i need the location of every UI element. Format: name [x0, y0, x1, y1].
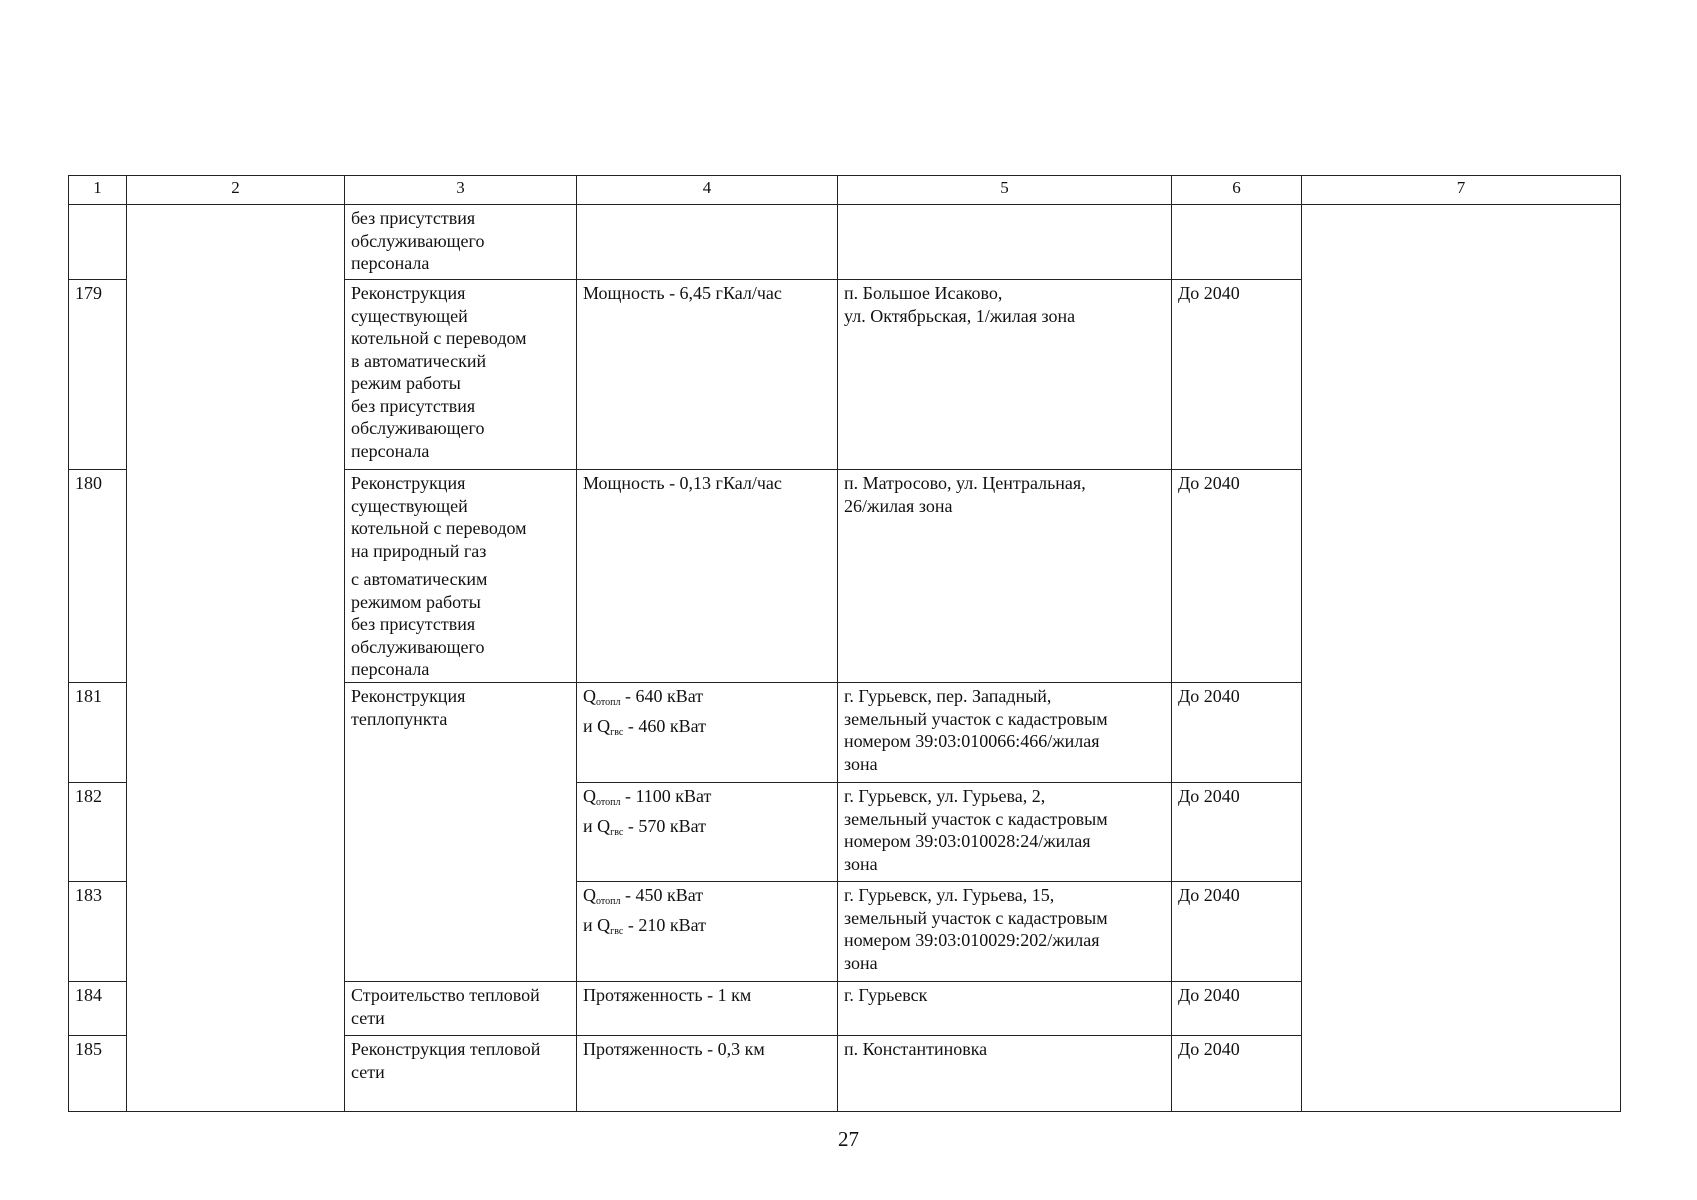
location-cell: г. Гурьевск, пер. Западный, земельный участок с кадастровым номером 39:03:010066:466/жилая зона — [838, 683, 1172, 783]
location-cell: п. Константиновка — [838, 1036, 1172, 1112]
capacity-cell — [577, 205, 838, 280]
capacity-cell: Протяженность - 1 км — [577, 982, 838, 1036]
deadline-cell: До 2040 — [1172, 882, 1302, 982]
capacity-cell: $Q_{отопл} - 450$ кВат и $Q_{гвс} - 210$ кВат — [577, 882, 838, 982]
capacity-cell: Протяженность - 0,3 км — [577, 1036, 838, 1112]
page-number: 27 — [838, 1127, 859, 1151]
deadline-cell: До 2040 — [1172, 683, 1302, 783]
row-number: 180 — [69, 470, 127, 683]
capacity-cell: Мощность - 6,45 гКал/час — [577, 280, 838, 470]
row-number: 181 — [69, 683, 127, 783]
col-header-1: 1 — [69, 176, 127, 205]
row-number: 183 — [69, 882, 127, 982]
column-number-row — [69, 176, 1621, 205]
measure-cell: Реконструкция теплопункта — [345, 683, 577, 982]
capacity-cell: $Q_{отопл} - 640$ кВат и $Q_{гвс} - 460$ кВат — [577, 683, 838, 783]
table-row-continuation — [69, 205, 1621, 280]
deadline-cell: До 2040 — [1172, 1036, 1302, 1112]
deadline-cell: До 2040 — [1172, 470, 1302, 683]
deadline-cell: До 2040 — [1172, 280, 1302, 470]
col-header-4: 4 — [577, 176, 838, 205]
deadline-cell — [1172, 205, 1302, 280]
row-number: 179 — [69, 280, 127, 470]
col-header-5: 5 — [838, 176, 1172, 205]
col2-merged-cell — [127, 205, 345, 1112]
location-cell: п. Большое Исаково, ул. Октябрьская, 1/жилая зона — [838, 280, 1172, 470]
row-number: 184 — [69, 982, 127, 1036]
measure-cell: Реконструкция существующей котельной с переводом в автоматический режим работы без присутствия обслуживающего персонала — [345, 280, 577, 470]
deadline-cell: До 2040 — [1172, 783, 1302, 882]
col-header-3: 3 — [345, 176, 577, 205]
measures-table — [68, 175, 1621, 1112]
measure-cell: Реконструкция тепловой сети — [345, 1036, 577, 1112]
col-header-6: 6 — [1172, 176, 1302, 205]
col-header-7: 7 — [1302, 176, 1621, 205]
measure-cell: Реконструкция существующей котельной с переводом на природный газ с автоматическим режимом работы без присутствия обслуживающего персонала — [345, 470, 577, 683]
measure-cell: Строительство тепловой сети — [345, 982, 577, 1036]
location-cell: г. Гурьевск — [838, 982, 1172, 1036]
capacity-cell: $Q_{отопл} - 1100$ кВат и $Q_{гвс} - 570$ кВат — [577, 783, 838, 882]
capacity-cell: Мощность - 0,13 гКал/час — [577, 470, 838, 683]
location-cell: п. Матросово, ул. Центральная, 26/жилая зона — [838, 470, 1172, 683]
row-number-cell — [69, 205, 127, 280]
col7-merged-cell — [1302, 205, 1621, 1112]
col-header-2: 2 — [127, 176, 345, 205]
location-cell — [838, 205, 1172, 280]
row-number: 185 — [69, 1036, 127, 1112]
deadline-cell: До 2040 — [1172, 982, 1302, 1036]
measure-cell: без присутствия обслуживающего персонала — [345, 205, 577, 280]
location-cell: г. Гурьевск, ул. Гурьева, 2, земельный участок с кадастровым номером 39:03:010028:24/жилая зона — [838, 783, 1172, 882]
row-number: 182 — [69, 783, 127, 882]
location-cell: г. Гурьевск, ул. Гурьева, 15, земельный участок с кадастровым номером 39:03:010029:202/жилая зона — [838, 882, 1172, 982]
